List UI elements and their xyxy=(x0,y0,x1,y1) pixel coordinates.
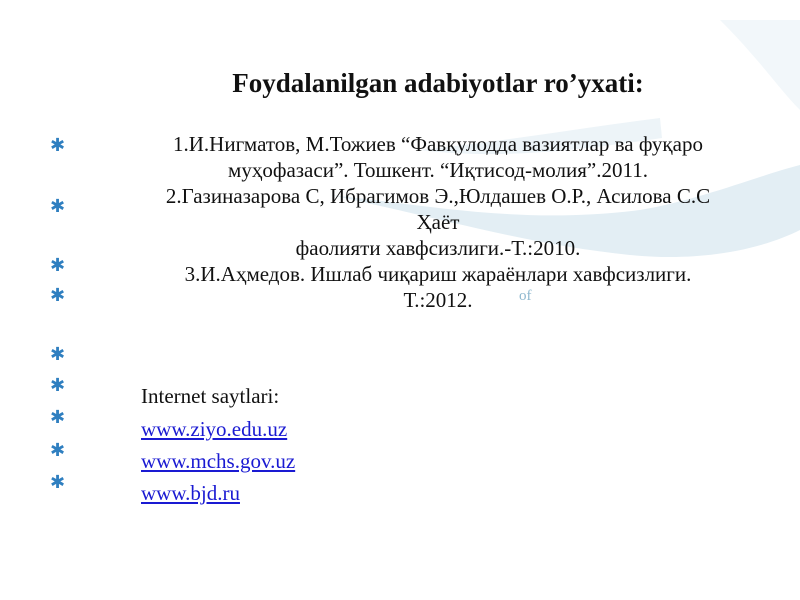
reference-line: фаолияти хавфсизлиги.-Т.:2010. xyxy=(295,236,581,260)
asterisk-bullet-icon: ✱ xyxy=(50,344,66,365)
asterisk-bullet-icon: ✱ xyxy=(50,285,66,306)
reference-line: 3.И.Аҳмедов. Ишлаб чиқариш жараёнлари хавфсизлиги. xyxy=(184,262,692,286)
internet-sites-heading: Internet saytlari: xyxy=(141,384,280,408)
reference-line: Т.:2012. xyxy=(403,288,473,312)
reference-line: муҳофазаси”. Тошкент. “Иқтисод-молия”.2011. xyxy=(228,158,648,182)
reference-line: 1.И.Нигматов, М.Тожиев “Фавқулодда вазиятлар ва фуқаро xyxy=(173,132,703,156)
references-block xyxy=(108,131,768,313)
overlay-text: of xyxy=(519,288,532,304)
asterisk-bullet-icon: ✱ xyxy=(50,472,66,493)
asterisk-bullet-icon: ✱ xyxy=(50,440,66,461)
asterisk-bullet-icon: ✱ xyxy=(50,255,66,276)
asterisk-bullet-icon: ✱ xyxy=(50,196,66,217)
asterisk-bullet-icon: ✱ xyxy=(50,375,66,396)
slide-title: Foydalanilgan adabiyotlar ro’yxati: xyxy=(232,68,644,98)
link-ziyo[interactable]: www.ziyo.edu.uz xyxy=(141,417,288,441)
asterisk-bullet-icon: ✱ xyxy=(50,407,66,428)
reference-line: 2.Газиназарова С, Ибрагимов Э.,Юлдашев О.Р., Асилова С.С xyxy=(165,184,711,208)
reference-line: Ҳаёт xyxy=(416,210,460,234)
internet-sites-block xyxy=(141,380,295,509)
asterisk-bullet-icon: ✱ xyxy=(50,135,66,156)
link-bjd[interactable]: www.bjd.ru xyxy=(141,481,240,505)
link-mchs[interactable]: www.mchs.gov.uz xyxy=(141,449,296,473)
